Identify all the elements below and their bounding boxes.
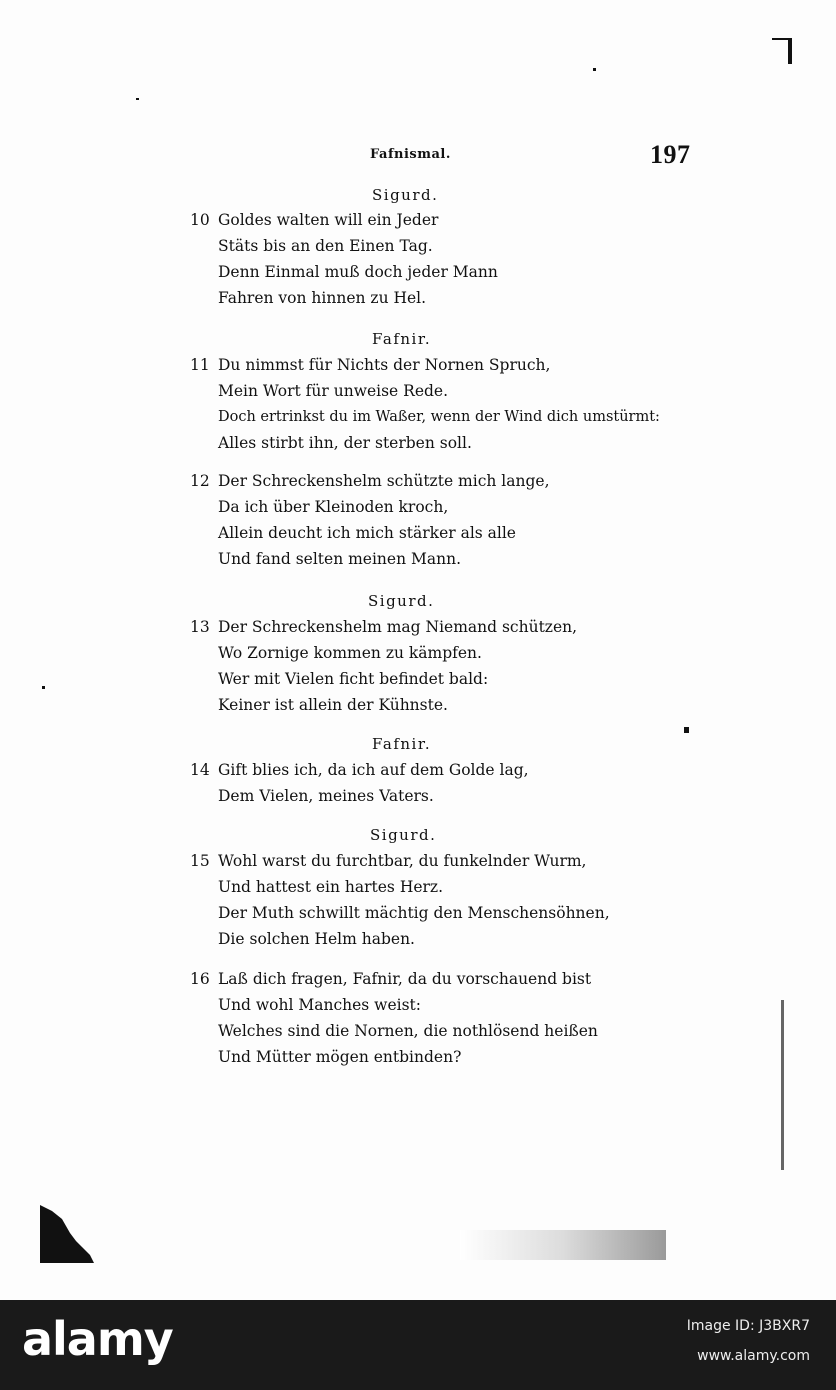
speaker-heading: Fafnir. (372, 330, 432, 348)
watermark-image-id: Image ID: J3BXR7 (686, 1318, 810, 1334)
verse-line: Wo Zornige kommen zu kämpfen. (218, 644, 482, 662)
page-number: 197 (650, 140, 691, 169)
verse-line: 12 Der Schreckenshelm schützte mich lange, (190, 468, 550, 494)
speaker-heading: Fafnir. (372, 735, 432, 753)
verse-line: 11 Du nimmst für Nichts der Nornen Spruch, (190, 352, 660, 378)
verse-line: Der Muth schwillt mächtig den Menschensöhnen, (218, 904, 610, 922)
stanza-number: 11 (190, 356, 210, 374)
verse-line: 14 Gift blies ich, da ich auf dem Golde lag, (190, 757, 529, 783)
watermark-logo: alamy (22, 1312, 173, 1366)
verse-line: Allein deucht ich mich stärker als alle (218, 524, 516, 542)
stanza-number: 14 (190, 761, 210, 779)
watermark-site: www.alamy.com (697, 1348, 810, 1364)
stanza-15 (190, 848, 610, 952)
verse-line: 16 Laß dich fragen, Fafnir, da du vorschauend bist (190, 966, 598, 992)
stanza-10 (190, 207, 498, 311)
verse-line: Doch ertrinkst du im Waßer, wenn der Wind dich umstürmt: (218, 409, 660, 425)
verse-line: Und Mütter mögen entbinden? (218, 1048, 462, 1066)
verse-line: 15 Wohl warst du furchtbar, du funkelnder Wurm, (190, 848, 610, 874)
running-head: Fafnismal. (370, 147, 451, 162)
scan-edge-mark (788, 38, 792, 64)
verse-line: Wer mit Vielen ficht befindet bald: (218, 670, 489, 688)
verse-line: Dem Vielen, meines Vaters. (218, 787, 434, 805)
verse-line: Alles stirbt ihn, der sterben soll. (218, 434, 472, 452)
speaker-heading: Sigurd. (372, 186, 439, 204)
speaker-heading: Sigurd. (368, 592, 435, 610)
stanza-16 (190, 966, 598, 1070)
scan-edge-mark (772, 38, 792, 40)
stanza-11 (190, 352, 660, 456)
stanza-14 (190, 757, 529, 809)
stanza-12 (190, 468, 550, 572)
verse-line: Keiner ist allein der Kühnste. (218, 696, 448, 714)
verse-line: Stäts bis an den Einen Tag. (218, 237, 433, 255)
stanza-13 (190, 614, 577, 718)
stanza-number: 10 (190, 211, 210, 229)
smudge-mark (460, 1228, 666, 1262)
verse-line: Da ich über Kleinoden kroch, (218, 498, 449, 516)
stanza-number: 15 (190, 852, 210, 870)
speck (136, 98, 139, 100)
verse-line: Und fand selten meinen Mann. (218, 550, 461, 568)
verse-line: Denn Einmal muß doch jeder Mann (218, 263, 498, 281)
stanza-number: 13 (190, 618, 210, 636)
verse-line: Die solchen Helm haben. (218, 930, 415, 948)
scan-edge-mark (781, 1000, 784, 1170)
verse-line: Und hattest ein hartes Herz. (218, 878, 444, 896)
speck (42, 686, 45, 689)
verse-line: Und wohl Manches weist: (218, 996, 421, 1014)
verse-line: Mein Wort für unweise Rede. (218, 382, 449, 400)
stanza-number: 12 (190, 472, 210, 490)
verse-line: 10 Goldes walten will ein Jeder (190, 207, 498, 233)
page-corner-shadow (40, 1205, 94, 1263)
verse-line: Fahren von hinnen zu Hel. (218, 289, 427, 307)
speck (684, 727, 689, 733)
speaker-heading: Sigurd. (370, 826, 437, 844)
stanza-number: 16 (190, 970, 210, 988)
verse-line: Welches sind die Nornen, die nothlösend heißen (218, 1022, 598, 1040)
verse-line: 13 Der Schreckenshelm mag Niemand schützen, (190, 614, 577, 640)
speck (593, 68, 596, 71)
